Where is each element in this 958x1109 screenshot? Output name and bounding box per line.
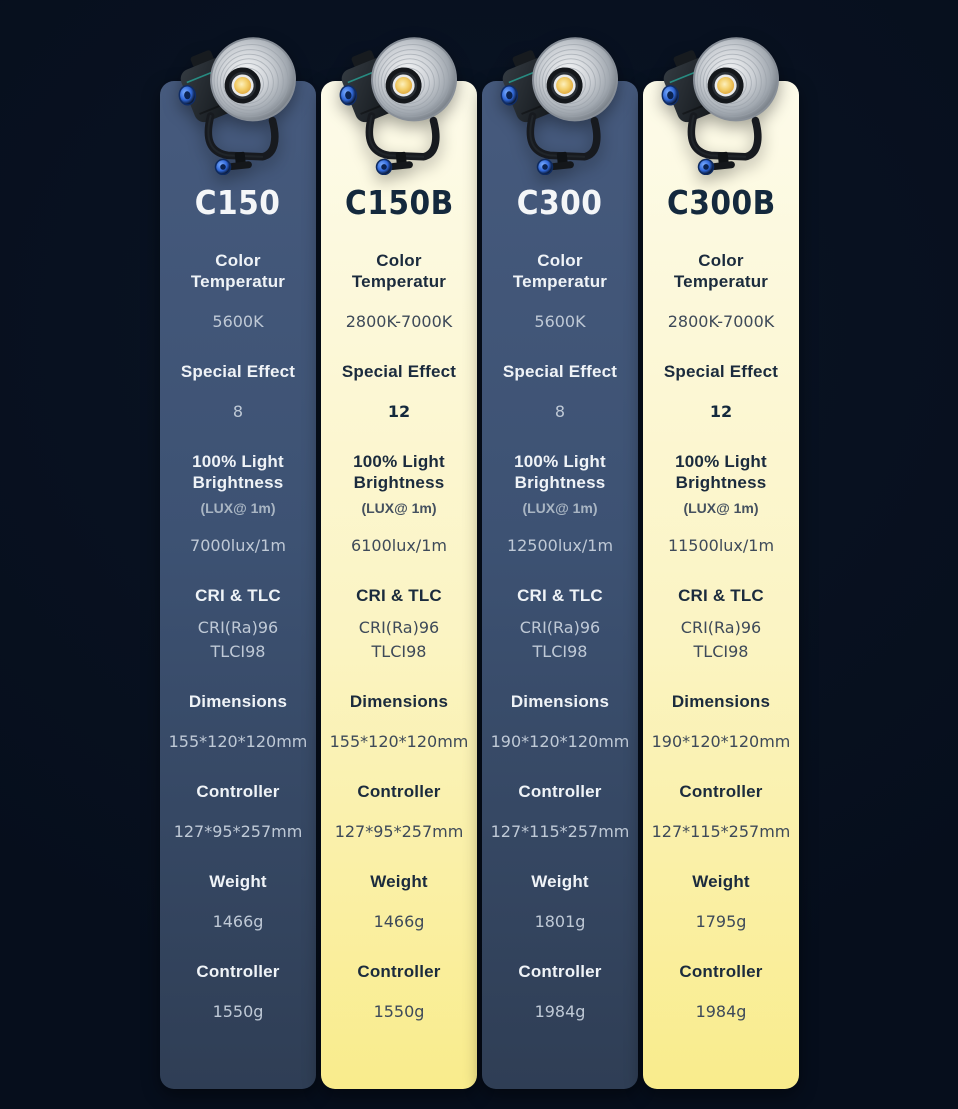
spec-section [321,361,477,424]
spec-value: 8 [554,402,566,421]
spec-section [643,585,799,664]
spec-heading: Controller [518,782,602,801]
spec-value: CRI(Ra)96 [197,618,279,637]
spec-section [160,871,316,934]
spec-section [160,361,316,424]
spec-section [482,871,638,934]
spec-value: 8 [232,402,244,421]
spec-values [160,616,316,664]
spec-values [321,400,477,424]
spec-value: 5600K [534,312,586,331]
spec-heading: Controller [679,962,763,981]
spec-section [482,961,638,1024]
spec-values [321,910,477,934]
spec-value: 2800K-7000K [345,312,453,331]
spec-heading: Special Effect [341,362,457,381]
spec-value: CRI(Ra)96 [519,618,601,637]
spec-heading: Special Effect [663,362,779,381]
product-title-text: C150B [344,183,454,222]
spec-heading: 100% Light Brightness [675,452,767,492]
spec-value: 6100lux/1m [351,536,447,555]
spec-heading: 100% Light Brightness [514,452,606,492]
spec-value: 1466g [373,912,425,931]
spec-section [643,691,799,754]
spec-value: 1550g [373,1002,425,1021]
led-spotlight-image [163,23,313,175]
spec-value: TLCI98 [693,642,749,661]
spec-list [643,250,799,1024]
spec-value: 12 [709,402,733,421]
product-card-c300 [482,81,638,1089]
spec-values [321,534,477,558]
spec-section [482,691,638,754]
spec-value: TLCI98 [371,642,427,661]
spec-heading: Dimensions [510,692,610,711]
spec-heading: CRI & TLC [517,586,603,605]
spec-section [643,250,799,334]
spec-section [321,451,477,558]
spec-heading: Weight [209,872,267,891]
spec-value: 127*115*257mm [651,822,791,841]
product-card-c150 [160,81,316,1089]
spec-value: 11500lux/1m [667,536,775,555]
spec-section [643,871,799,934]
spec-heading: Special Effect [502,362,618,381]
spec-values [482,820,638,844]
spec-value: 127*95*257mm [334,822,464,841]
spec-heading: Controller [679,782,763,801]
spec-section [160,451,316,558]
spec-values [482,616,638,664]
led-spotlight-image [324,23,474,175]
product-title [321,183,477,223]
spec-value: 155*120*120mm [329,732,469,751]
spec-heading: Dimensions [349,692,449,711]
spec-values [482,310,638,334]
spec-value: 1466g [212,912,264,931]
spec-values [321,730,477,754]
spec-values [482,730,638,754]
spec-values [160,400,316,424]
spec-section [321,250,477,334]
spec-values [160,310,316,334]
spec-section [643,451,799,558]
spec-value: 1550g [212,1002,264,1021]
product-title-text: C300B [666,183,776,222]
spec-heading: Weight [370,872,428,891]
product-columns [160,81,799,1089]
spec-values [643,310,799,334]
spec-values [643,820,799,844]
spec-heading: Special Effect [180,362,296,381]
spec-heading: Color Temperatur [512,251,608,291]
spec-heading: CRI & TLC [678,586,764,605]
spec-heading: Controller [357,782,441,801]
spec-subheading: (LUX@ 1m) [200,500,276,516]
spec-values [643,534,799,558]
spec-section [321,961,477,1024]
spec-value: 127*115*257mm [490,822,630,841]
spec-subheading: (LUX@ 1m) [522,500,598,516]
spec-value: 155*120*120mm [168,732,308,751]
spec-values [643,730,799,754]
spec-heading: Weight [692,872,750,891]
spec-value: 5600K [212,312,264,331]
spec-values [482,400,638,424]
spec-section [482,451,638,558]
spec-list [482,250,638,1024]
spec-heading: CRI & TLC [356,586,442,605]
spec-value: 7000lux/1m [190,536,286,555]
spec-heading: Controller [196,962,280,981]
led-spotlight-image [485,23,635,175]
spec-value: 1795g [695,912,747,931]
spec-value: CRI(Ra)96 [680,618,762,637]
spec-values [482,534,638,558]
spec-value: 12 [387,402,411,421]
spec-section [643,781,799,844]
spec-section [160,585,316,664]
product-title [482,183,638,223]
product-card-c300b [643,81,799,1089]
spec-values [321,616,477,664]
spec-values [160,1000,316,1024]
spec-heading: Color Temperatur [190,251,286,291]
product-title-text: C150 [195,183,281,222]
spec-heading: Controller [196,782,280,801]
spec-list [321,250,477,1024]
spec-section [160,961,316,1024]
spec-heading: Color Temperatur [673,251,769,291]
spec-section [321,871,477,934]
spec-section [321,781,477,844]
spec-section [482,781,638,844]
spec-section [643,361,799,424]
spec-values [321,820,477,844]
spec-heading: CRI & TLC [195,586,281,605]
spec-value: 1984g [534,1002,586,1021]
spec-value: 1801g [534,912,586,931]
product-card-c150b [321,81,477,1089]
spec-heading: Color Temperatur [351,251,447,291]
spec-heading: Weight [531,872,589,891]
spec-heading: 100% Light Brightness [353,452,445,492]
spec-value: 2800K-7000K [667,312,775,331]
spec-value: 12500lux/1m [506,536,614,555]
spec-section [160,250,316,334]
spec-section [160,691,316,754]
spec-values [160,730,316,754]
spec-value: 1984g [695,1002,747,1021]
spec-section [321,585,477,664]
led-spotlight-image [646,23,796,175]
spec-values [643,616,799,664]
spec-subheading: (LUX@ 1m) [361,500,437,516]
spec-section [321,691,477,754]
spec-values [160,534,316,558]
spec-list [160,250,316,1024]
product-title-text: C300 [517,183,603,222]
spec-values [643,910,799,934]
product-title [643,183,799,223]
spec-values [482,910,638,934]
spec-values [160,820,316,844]
spec-value: 127*95*257mm [173,822,303,841]
spec-values [321,1000,477,1024]
spec-values [321,310,477,334]
spec-heading: 100% Light Brightness [192,452,284,492]
spec-heading: Dimensions [671,692,771,711]
spec-value: 190*120*120mm [490,732,630,751]
spec-value: TLCI98 [210,642,266,661]
spec-value: 190*120*120mm [651,732,791,751]
spec-section [482,585,638,664]
spec-section [482,361,638,424]
spec-heading: Controller [518,962,602,981]
spec-subheading: (LUX@ 1m) [683,500,759,516]
spec-values [160,910,316,934]
spec-value: CRI(Ra)96 [358,618,440,637]
spec-section [482,250,638,334]
spec-heading: Dimensions [188,692,288,711]
spec-section [160,781,316,844]
spec-heading: Controller [357,962,441,981]
spec-values [643,1000,799,1024]
spec-values [482,1000,638,1024]
spec-section [643,961,799,1024]
spec-values [643,400,799,424]
product-title [160,183,316,223]
spec-value: TLCI98 [532,642,588,661]
